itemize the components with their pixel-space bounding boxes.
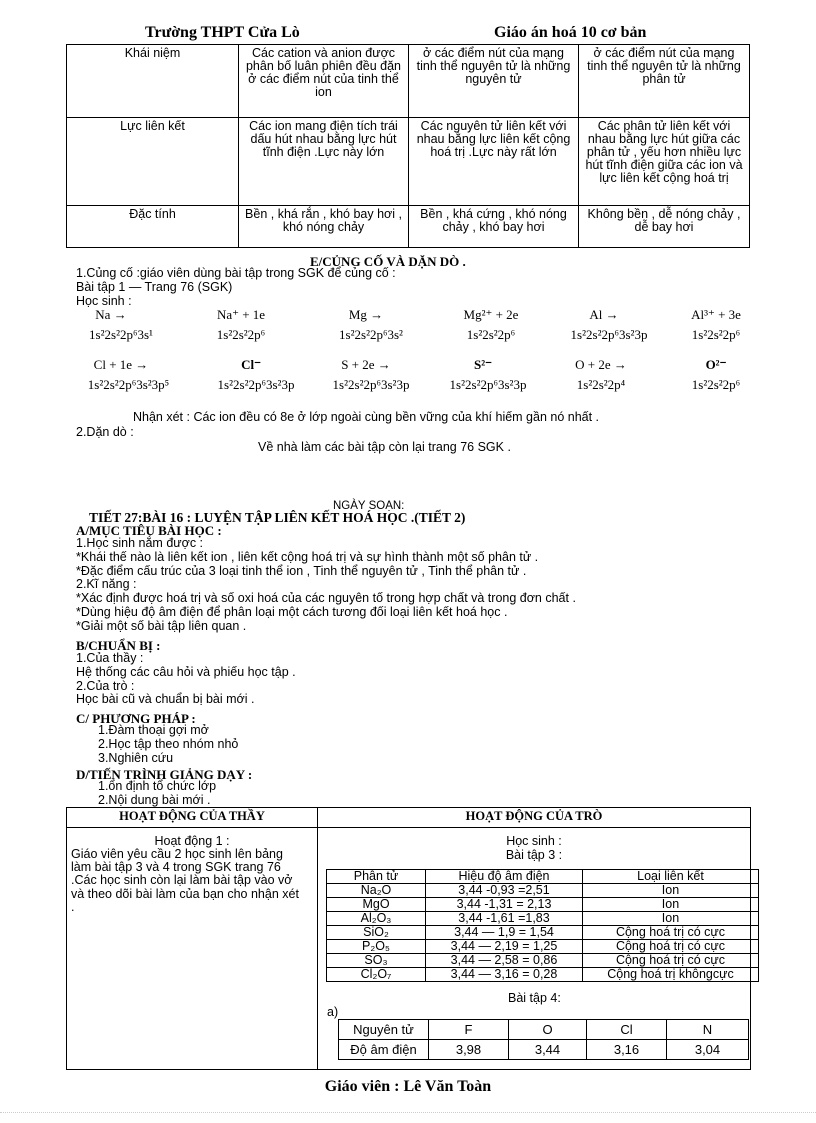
table-header-row bbox=[327, 870, 759, 884]
text-line: 2.Của trò : bbox=[76, 678, 135, 693]
electron-config: 1s²2s²2p⁶3s²3p bbox=[449, 377, 527, 392]
column-header: F bbox=[429, 1020, 509, 1040]
table-row bbox=[327, 940, 759, 954]
homework: Về nhà làm các bài tập còn lại trang 76 SGK . bbox=[258, 440, 511, 454]
table-cell: 3,44 bbox=[509, 1040, 587, 1060]
electron-config: 1s²2s²2p⁴ bbox=[576, 377, 626, 392]
bt3-title: Bài tập 3 : bbox=[505, 848, 563, 862]
text-line: 1.Học sinh nắm được : bbox=[76, 536, 204, 550]
electron-config: 1s²2s²2p⁶3s²3p bbox=[332, 377, 410, 392]
table-header-row bbox=[339, 1020, 749, 1040]
ion-equation: O + 2e → bbox=[575, 357, 627, 372]
subject-title: Giáo án hoá 10 cơ bản bbox=[494, 24, 647, 41]
text-line: 2.Nội dung bài mới . bbox=[98, 792, 211, 807]
row-label: Đặc tính bbox=[67, 206, 239, 248]
table-cell: Ion bbox=[583, 912, 759, 926]
col-student-header: HOẠT ĐỘNG CỦA TRÒ bbox=[318, 808, 751, 828]
text-line: *Giải một số bài tập liên quan . bbox=[76, 618, 247, 633]
electron-config: 1s²2s²2p⁶3s¹ bbox=[89, 327, 153, 342]
table-cell: SiO₂ bbox=[327, 926, 426, 940]
section-e-title: E/CỦNG CỐ VÀ DẶN DÒ . bbox=[310, 254, 466, 269]
table-row bbox=[327, 884, 759, 898]
text-line: 1.Đàm thoại gợi mở bbox=[98, 723, 209, 737]
remark: Nhận xét : Các ion đều có 8e ở lớp ngoài cùng bền vững của khí hiếm gần nó nhất . bbox=[133, 410, 600, 424]
table-cell: 3,44 — 3,16 = 0,28 bbox=[426, 968, 583, 982]
table-cell: 3,44 — 2,58 = 0,86 bbox=[426, 954, 583, 968]
bt4-title: Bài tập 4: bbox=[508, 991, 561, 1005]
lesson-title: TIẾT 27:BÀI 16 : LUYỆN TẬP LIÊN KẾT HOÁ HỌC .(TIẾT 2) bbox=[89, 510, 466, 525]
text-line: Hệ thống các câu hỏi và phiếu học tập . bbox=[76, 664, 296, 679]
ion-equation: Al³⁺ + 3e bbox=[691, 307, 741, 322]
table-cell: Các ion mang điện tích trái dấu hút nhau bằng lực hút tĩnh điện .Lực này lớn bbox=[239, 118, 409, 206]
school-name: Trường THPT Cửa Lò bbox=[145, 24, 300, 41]
table-cell: 3,16 bbox=[587, 1040, 667, 1060]
student-title: Học sinh : bbox=[506, 834, 562, 848]
section-d-title: D/TIẾN TRÌNH GIẢNG DẠY : bbox=[76, 767, 253, 782]
table-cell: Cộng hoá trị khôngcực bbox=[583, 968, 759, 982]
footer-teacher: Giáo viên : Lê Văn Toàn bbox=[324, 1078, 492, 1095]
table-cell: 3,44 -0,93 =2,51 bbox=[426, 884, 583, 898]
table-cell: Các cation và anion được phân bố luân phiên đều đặn ở các điểm nút của tinh thể ion bbox=[239, 45, 409, 118]
table-cell: 3,04 bbox=[667, 1040, 749, 1060]
electron-config: 1s²2s²2p⁶3s²3p⁵ bbox=[87, 377, 170, 392]
table-row bbox=[67, 118, 750, 206]
table-cell: ở các điểm nút của mạng tinh thể nguyên tử là những phân tử bbox=[579, 45, 750, 118]
text-line: *Dùng hiệu độ âm điện để phân loại một cách tương đối loại liên kết hoá học . bbox=[76, 604, 508, 619]
table-cell: Bền , khá cứng , khó nóng chảy , khó bay hơi bbox=[409, 206, 579, 248]
table-cell: 3,44 — 1,9 = 1,54 bbox=[426, 926, 583, 940]
table-row bbox=[327, 926, 759, 940]
section-c-content bbox=[98, 724, 238, 765]
column-header: Loại liên kết bbox=[583, 870, 759, 884]
table-cell: 3,98 bbox=[429, 1040, 509, 1060]
text-line: 2.Học tập theo nhóm nhỏ bbox=[98, 736, 239, 751]
row-label: Khái niệm bbox=[67, 45, 239, 118]
text-line: 2.Kĩ năng : bbox=[76, 577, 137, 592]
column-header: Nguyên tử bbox=[339, 1020, 429, 1040]
electron-config: 1s²2s²2p⁶3s² bbox=[339, 327, 403, 342]
table-cell: Cl₂O₇ bbox=[327, 968, 426, 982]
bt4-table bbox=[338, 1019, 749, 1060]
table-cell: Ion bbox=[583, 898, 759, 912]
table-cell: Các phân tử liên kết với nhau bằng lực hút giữa các phân tử , yếu hơn nhiều lực hút tĩnh điện giữa các ion và lực liên kết cộng hoá trị bbox=[579, 118, 750, 206]
table-cell: Cộng hoá trị có cực bbox=[583, 954, 759, 968]
text-line: 1.ổn định tổ chức lớp bbox=[98, 779, 217, 793]
electron-config: 1s²2s²2p⁶3s²3p bbox=[570, 327, 648, 342]
table-cell: Al₂O₃ bbox=[327, 912, 426, 926]
text-line: *Đặc điểm cấu trúc của 3 loại tinh thể ion , Tinh thể nguyên tử , Tinh thể phân tử . bbox=[76, 563, 527, 578]
table-cell: MgO bbox=[327, 898, 426, 912]
table-cell: Cộng hoá trị có cực bbox=[583, 926, 759, 940]
table-row bbox=[67, 206, 750, 248]
activity-text: Giáo viên yêu cầu 2 học sinh lên bảng làm bài tập 3 và 4 trong SGK trang 76 .Các học sinh còn lại làm bài tập vào vở và theo dõi bài làm của bạn cho nhận xét . bbox=[71, 847, 299, 914]
electron-config: 1s²2s²2p⁶ bbox=[691, 327, 741, 342]
section-b-content bbox=[76, 652, 296, 707]
section-b-title: B/CHUẨN BỊ : bbox=[76, 638, 161, 653]
text-line: 3.Nghiên cứu bbox=[98, 750, 174, 765]
ion-equation: Mg²⁺ + 2e bbox=[463, 307, 519, 322]
text-line: Học bài cũ và chuẩn bị bài mới . bbox=[76, 692, 255, 707]
ion-equations-row-2 bbox=[66, 357, 766, 397]
dan-do: 2.Dặn dò : bbox=[76, 425, 134, 439]
table-row bbox=[327, 912, 759, 926]
crystal-comparison-table bbox=[66, 44, 750, 248]
table-cell: Cộng hoá trị có cực bbox=[583, 940, 759, 954]
table-cell: Độ âm điện bbox=[339, 1040, 429, 1060]
electron-config: 1s²2s²2p⁶ bbox=[691, 377, 741, 392]
table-row bbox=[327, 968, 759, 982]
ion-equation: Mg → bbox=[348, 307, 384, 322]
bt3-table bbox=[326, 869, 759, 982]
electron-config: 1s²2s²2p⁶ bbox=[466, 327, 516, 342]
table-cell: ở các điểm nút của mạng tinh thể nguyên tử là những nguyên tử bbox=[409, 45, 579, 118]
table-cell: 3,44 -1,31 = 2,13 bbox=[426, 898, 583, 912]
ion-equation: Na → bbox=[95, 307, 127, 322]
table-cell: P₂O₅ bbox=[327, 940, 426, 954]
column-header: Phân tử bbox=[327, 870, 426, 884]
ion-equations-row-1 bbox=[66, 307, 766, 347]
table-row bbox=[327, 954, 759, 968]
bt4-part-a: a) bbox=[327, 1005, 339, 1019]
ion-equation: Al → bbox=[589, 307, 619, 322]
section-c-title: C/ PHƯƠNG PHÁP : bbox=[76, 711, 196, 726]
page-divider bbox=[0, 1112, 816, 1113]
table-cell: 3,44 — 2,19 = 1,25 bbox=[426, 940, 583, 954]
table-row bbox=[327, 898, 759, 912]
column-header: N bbox=[667, 1020, 749, 1040]
ion-equation: S²⁻ bbox=[474, 357, 492, 372]
table-header-row bbox=[67, 808, 751, 828]
table-row bbox=[339, 1040, 749, 1060]
ion-equation: S + 2e → bbox=[341, 357, 391, 372]
text-line: *Xác định được hoá trị và số oxi hoá của các nguyên tố trong hợp chất và trong đơn chất . bbox=[76, 591, 576, 606]
table-cell: 3,44 -1,61 =1,83 bbox=[426, 912, 583, 926]
column-header: Cl bbox=[587, 1020, 667, 1040]
table-row bbox=[67, 45, 750, 118]
electron-config: 1s²2s²2p⁶3s²3p bbox=[217, 377, 295, 392]
row-label: Lực liên kết bbox=[67, 118, 239, 206]
ion-equation: O²⁻ bbox=[705, 357, 727, 372]
text-line: 1.Của thầy : bbox=[76, 651, 144, 665]
ion-equation: Cl⁻ bbox=[241, 357, 261, 372]
table-cell: Bền , khá rắn , khó bay hơi , khó nóng chảy bbox=[239, 206, 409, 248]
table-cell: Không bền , dễ nóng chảy , dễ bay hơi bbox=[579, 206, 750, 248]
ion-equation: Cl + 1e → bbox=[93, 357, 149, 372]
table-cell: Các nguyên tử liên kết với nhau bằng lực liên kết cộng hoá trị .Lực này rất lớn bbox=[409, 118, 579, 206]
section-a-title: A/MỤC TIÊU BÀI HỌC : bbox=[76, 523, 222, 538]
teacher-cell bbox=[67, 828, 318, 1070]
col-teacher-header: HOẠT ĐỘNG CỦA THẦY bbox=[67, 808, 318, 828]
table-cell: SO₃ bbox=[327, 954, 426, 968]
ion-equation: Na⁺ + 1e bbox=[216, 307, 266, 322]
ngay-soan: NGÀY SOẠN: bbox=[333, 500, 405, 512]
section-e-line3: Học sinh : bbox=[76, 294, 132, 308]
text-line: *Khái thế nào là liên kết ion , liên kết cộng hoá trị và sự hình thành một số phân tử . bbox=[76, 549, 539, 564]
column-header: O bbox=[509, 1020, 587, 1040]
column-header: Hiệu độ âm điện bbox=[426, 870, 583, 884]
activity-title: Hoạt động 1 : bbox=[154, 834, 230, 848]
table-cell: Na₂O bbox=[327, 884, 426, 898]
section-a-content bbox=[76, 537, 576, 634]
section-e-line2: Bài tập 1 — Trang 76 (SGK) bbox=[76, 280, 233, 294]
section-d-content bbox=[98, 780, 216, 808]
table-cell: Ion bbox=[583, 884, 759, 898]
section-e-line1: 1.Củng cố :giáo viên dùng bài tập trong SGK để củng cố : bbox=[76, 266, 396, 280]
electron-config: 1s²2s²2p⁶ bbox=[216, 327, 266, 342]
